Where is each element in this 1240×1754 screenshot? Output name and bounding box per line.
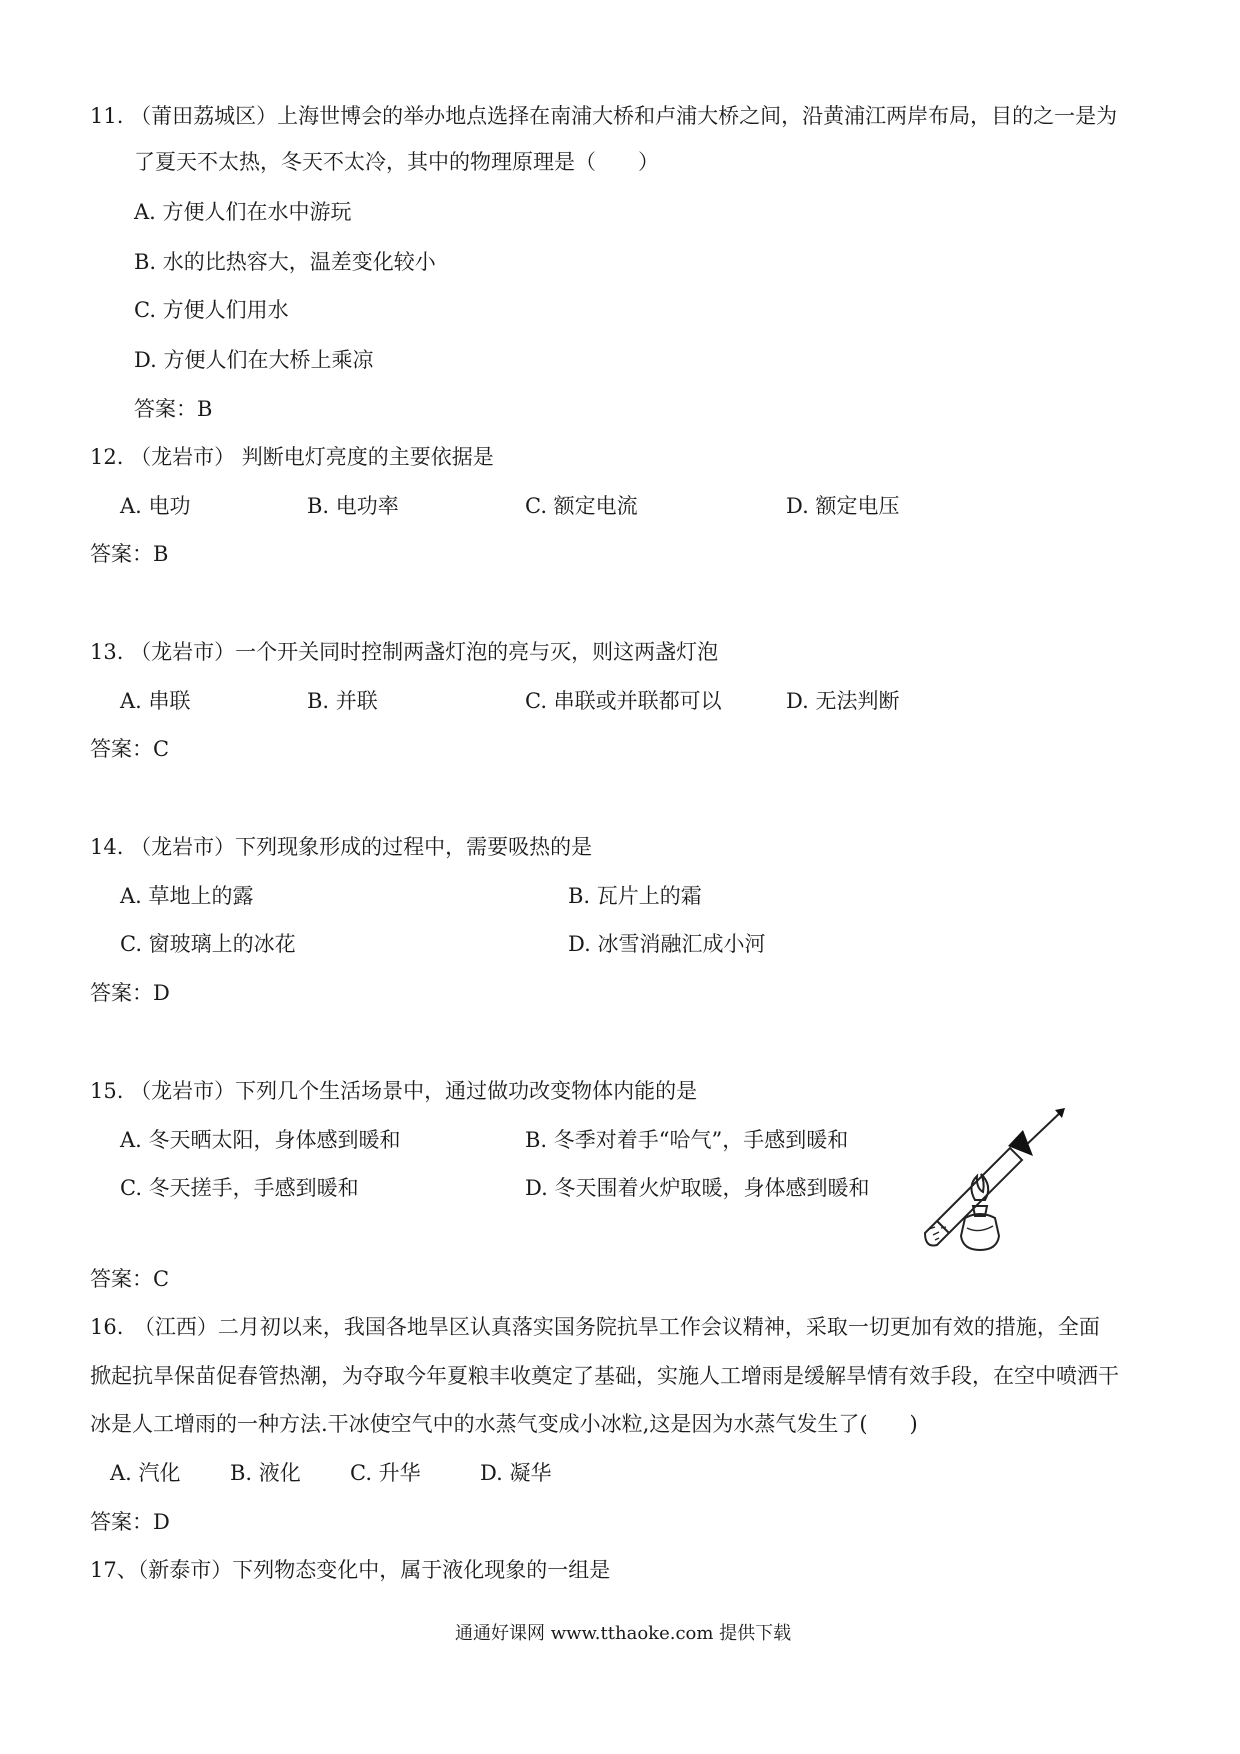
q14-option-a: A. 草地上的露 [120,884,254,908]
q15-stem: 15. （龙岩市）下列几个生活场景中，通过做功改变物体内能的是 [90,1079,698,1103]
q13-option-d: D. 无法判断 [786,689,900,713]
q12-option-c: C. 额定电流 [525,494,638,518]
q13-answer: 答案：C [90,737,170,761]
q11-option-d: D. 方便人们在大桥上乘凉 [134,348,374,372]
q13-option-b: B. 并联 [307,689,378,713]
q16-option-c: C. 升华 [350,1461,421,1485]
q16-option-b: B. 液化 [230,1461,301,1485]
q12-answer: 答案：B [90,542,169,566]
q14-option-b: B. 瓦片上的霜 [568,884,702,908]
q16-stem-line1: 16. （江西）二月初以来，我国各地旱区认真落实国务院抗旱工作会议精神，采取一切更加有效的措施，全面 [90,1315,1100,1339]
q17-stem: 17、（新泰市）下列物态变化中，属于液化现象的一组是 [90,1558,611,1582]
q16-stem-line2: 掀起抗旱保苗促春管热潮，为夺取今年夏粮丰收奠定了基础，实施人工增雨是缓解旱情有效手段，在空中喷洒干 [90,1364,1119,1388]
q12-option-d: D. 额定电压 [786,494,900,518]
q11-stem-line1: 11. （莆田荔城区）上海世博会的举办地点选择在南浦大桥和卢浦大桥之间，沿黄浦江两岸布局，目的之一是为 [90,104,1118,128]
q13-option-c: C. 串联或并联都可以 [525,689,722,713]
q15-option-d: D. 冬天围着火炉取暖，身体感到暖和 [525,1176,870,1200]
page-footer: 通通好课网 www.tthaoke.com 提供下载 [455,1623,792,1644]
q11-stem-line2: 了夏天不太热，冬天不太冷，其中的物理原理是（ ） [134,150,659,174]
q15-option-c: C. 冬天搓手，手感到暖和 [120,1176,359,1200]
q15-answer: 答案：C [90,1267,170,1291]
q14-answer: 答案：D [90,981,170,1005]
q12-stem: 12. （龙岩市） 判断电灯亮度的主要依据是 [90,445,494,469]
q11-option-b: B. 水的比热容大，温差变化较小 [134,250,436,274]
q12-option-a: A. 电功 [120,494,191,518]
q13-option-a: A. 串联 [120,689,191,713]
q15-option-a: A. 冬天晒太阳，身体感到暖和 [120,1128,401,1152]
q11-option-a: A. 方便人们在水中游玩 [134,200,352,224]
q14-option-d: D. 冰雪消融汇成小河 [568,932,766,956]
q14-stem: 14. （龙岩市）下列现象形成的过程中，需要吸热的是 [90,835,593,859]
q14-option-c: C. 窗玻璃上的冰花 [120,932,296,956]
q13-stem: 13. （龙岩市）一个开关同时控制两盏灯泡的亮与灭，则这两盏灯泡 [90,640,719,664]
q16-option-a: A. 汽化 [110,1461,181,1485]
q15-option-b: B. 冬季对着手“哈气”，手感到暖和 [525,1128,849,1152]
q16-stem-line3: 冰是人工增雨的一种方法.干冰使空气中的水蒸气变成小冰粒,这是因为水蒸气发生了( ) [90,1412,918,1436]
q11-option-c: C. 方便人们用水 [134,298,289,322]
q16-answer: 答案：D [90,1510,170,1534]
q12-option-b: B. 电功率 [307,494,399,518]
q11-answer: 答案：B [134,397,213,421]
test-tube-over-alcohol-lamp-icon [915,1108,1075,1268]
q16-option-d: D. 凝华 [480,1461,552,1485]
